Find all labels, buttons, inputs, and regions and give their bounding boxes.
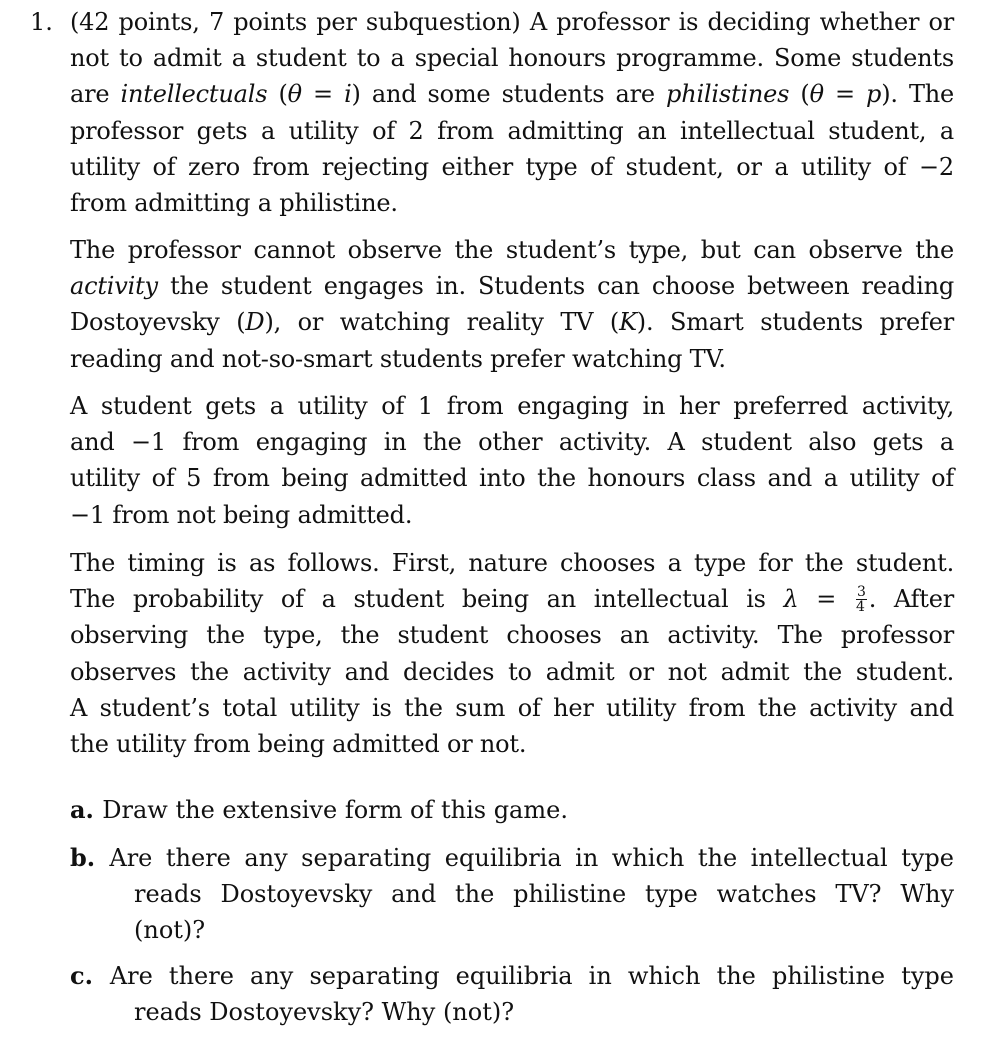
math-symbol: philistines: [666, 80, 790, 109]
text-line: (not)?: [134, 916, 206, 945]
text-line: activity the student engages in. Students can choose between reading: [70, 272, 954, 301]
question-number: 1.: [30, 8, 53, 36]
paragraph-student-utility: [70, 388, 954, 533]
text-line: the utility from being admitted or not.: [70, 730, 527, 759]
text-line: A student gets a utility of 1 from engaging in her preferred activity,: [70, 392, 954, 420]
text-line: reads Dostoyevsky? Why (not)?: [134, 998, 515, 1027]
subquestion-b: [70, 840, 954, 949]
text-line: The professor cannot observe the student’s type, but can observe the: [70, 236, 954, 264]
math-symbol: θ: [809, 80, 824, 109]
paragraph-activity: [70, 232, 954, 377]
math-symbol: λ: [783, 585, 799, 614]
math-symbol: i: [344, 80, 352, 109]
fraction: $\frac{3}{4}$: [855, 584, 866, 616]
math-symbol: θ: [287, 80, 302, 109]
text-line: The timing is as follows. First, nature chooses a type for the student.: [70, 549, 954, 577]
text-line: A student’s total utility is the sum of her utility from the activity and: [70, 693, 954, 722]
text-line: from admitting a philistine.: [70, 189, 398, 218]
text-line: observes the activity and decides to admit or not admit the student.: [70, 657, 954, 686]
text-line: a. Draw the extensive form of this game.: [70, 795, 568, 824]
text-line: utility of zero from rejecting either type of student, or a utility of −2: [70, 152, 954, 181]
math-symbol: D: [245, 308, 265, 337]
text-line: professor gets a utility of 2 from admitting an intellectual student, a: [70, 116, 954, 145]
math-symbol: intellectuals: [120, 80, 268, 109]
text-line: c. Are there any separating equilibria in which the philistine type: [70, 961, 954, 990]
text-line: observing the type, the student chooses an activity. The professor: [70, 621, 954, 650]
text-line: and −1 from engaging in the other activity. A student also gets a: [70, 428, 954, 457]
subquestion-label: a.: [70, 795, 103, 824]
text-line: not to admit a student to a special honours programme. Some students: [70, 44, 954, 73]
subquestion-label: b.: [70, 843, 110, 872]
subquestion-a: [70, 792, 954, 828]
text-line: reading and not-so-smart students prefer watching TV.: [70, 344, 726, 373]
subquestion-label: c.: [70, 961, 110, 990]
text-line: The probability of a student being an intellectual is λ = $\frac{3}{4}$ . After: [70, 584, 954, 616]
text-line: (42 points, 7 points per subquestion) A professor is deciding whether or: [70, 8, 954, 36]
paragraph-timing: [70, 545, 954, 762]
paragraph-setup: [70, 4, 954, 221]
text-line: Dostoyevsky (D), or watching reality TV (K). Smart students prefer: [70, 308, 954, 337]
text-line: are intellectuals (θ = i) and some students are philistines (θ = p). The: [70, 80, 955, 109]
text-line: reads Dostoyevsky and the philistine type watches TV? Why: [134, 880, 954, 909]
text-line: −1 from not being admitted.: [70, 500, 413, 529]
math-symbol: p: [866, 80, 882, 109]
math-symbol: activity: [70, 272, 158, 301]
text-line: utility of 5 from being admitted into the honours class and a utility of: [70, 464, 954, 493]
subquestion-c: [70, 958, 954, 1030]
text-line: b. Are there any separating equilibria in which the intellectual type: [70, 843, 954, 872]
math-symbol: K: [619, 308, 637, 337]
